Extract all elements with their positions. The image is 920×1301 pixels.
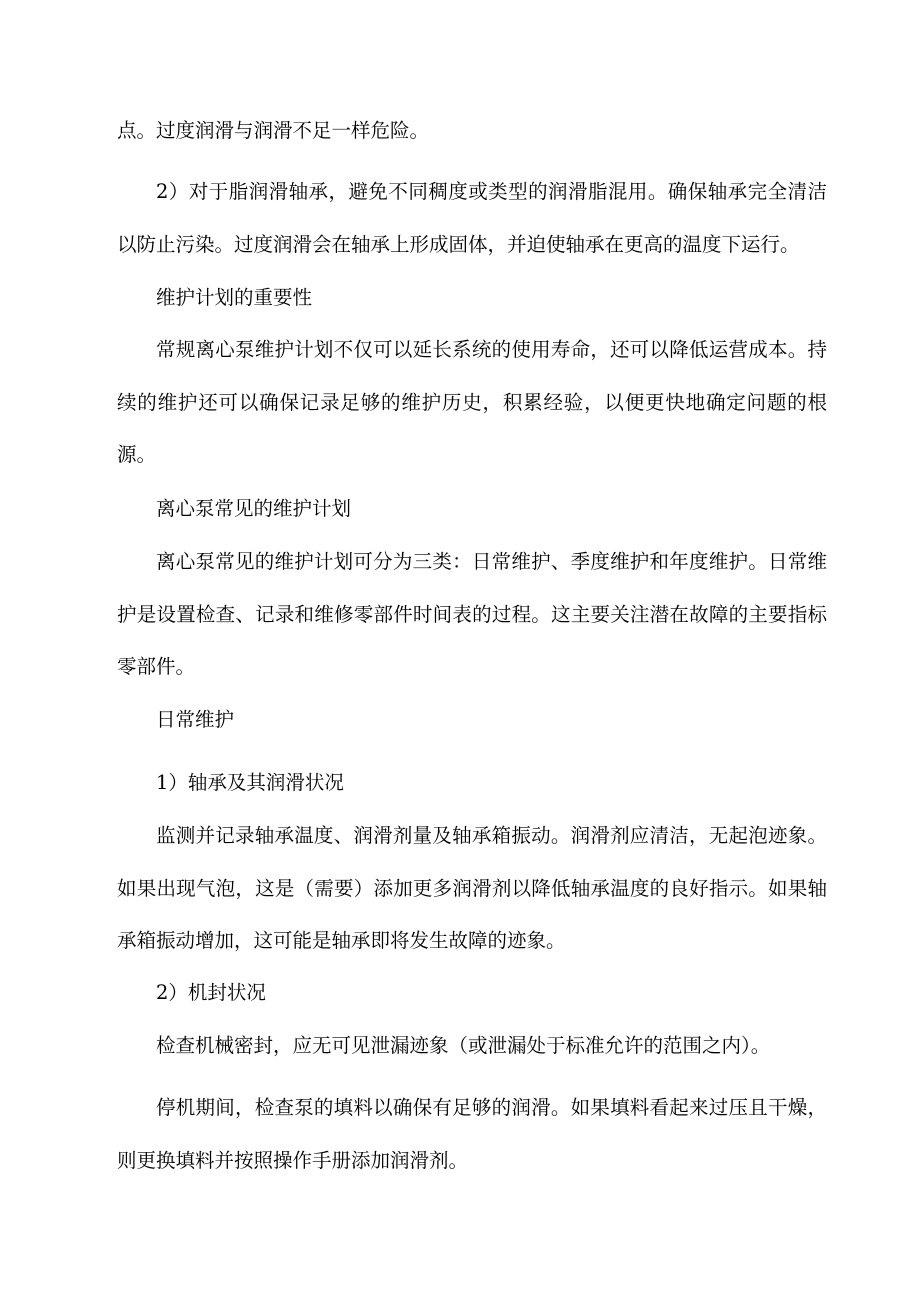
heading-daily-maintenance: 日常维护 (156, 708, 235, 731)
paragraph-seal-check: 检查机械密封，应无可见泄漏迹象（或泄漏处于标准允许的范围之内）。 (156, 1034, 771, 1057)
paragraph-packing-check: 停机期间，检查泵的填料以确保有足够的润滑。如果填料看起来过压且干燥，则更换填料并按照操作手册添加润滑剂。 (117, 1096, 827, 1172)
heading-bearing-lubrication: 1）轴承及其润滑状况 (156, 771, 344, 794)
paragraph-continuation: 点。过度润滑与润滑不足一样危险。 (117, 119, 430, 142)
heading-seal-condition: 2）机封状况 (156, 981, 266, 1004)
heading-maintenance-importance: 维护计划的重要性 (156, 286, 313, 309)
paragraph-bearing-monitoring: 监测并记录轴承温度、润滑剂量及轴承箱振动。润滑剂应清洁，无起泡迹象。如果出现气泡，这是（需要）添加更多润滑剂以降低轴承温度的良好指示。如果轴承箱振动增加，这可能是轴承即将发生故障的迹象。 (117, 824, 827, 952)
paragraph-grease-bearing: 2）对于脂润滑轴承，避免不同稠度或类型的润滑脂混用。确保轴承完全清洁以防止污染。过度润滑会在轴承上形成固体，并迫使轴承在更高的温度下运行。 (117, 180, 827, 256)
paragraph-maintenance-importance: 常规离心泵维护计划不仅可以延长系统的使用寿命，还可以降低运营成本。持续的维护还可以确保记录足够的维护历史，积累经验，以便更快地确定问题的根源。 (117, 338, 827, 466)
paragraph-common-plans: 离心泵常见的维护计划可分为三类：日常维护、季度维护和年度维护。日常维护是设置检查、记录和维修零部件时间表的过程。这主要关注潜在故障的主要指标零部件。 (117, 550, 827, 678)
heading-common-plans: 离心泵常见的维护计划 (156, 497, 352, 520)
